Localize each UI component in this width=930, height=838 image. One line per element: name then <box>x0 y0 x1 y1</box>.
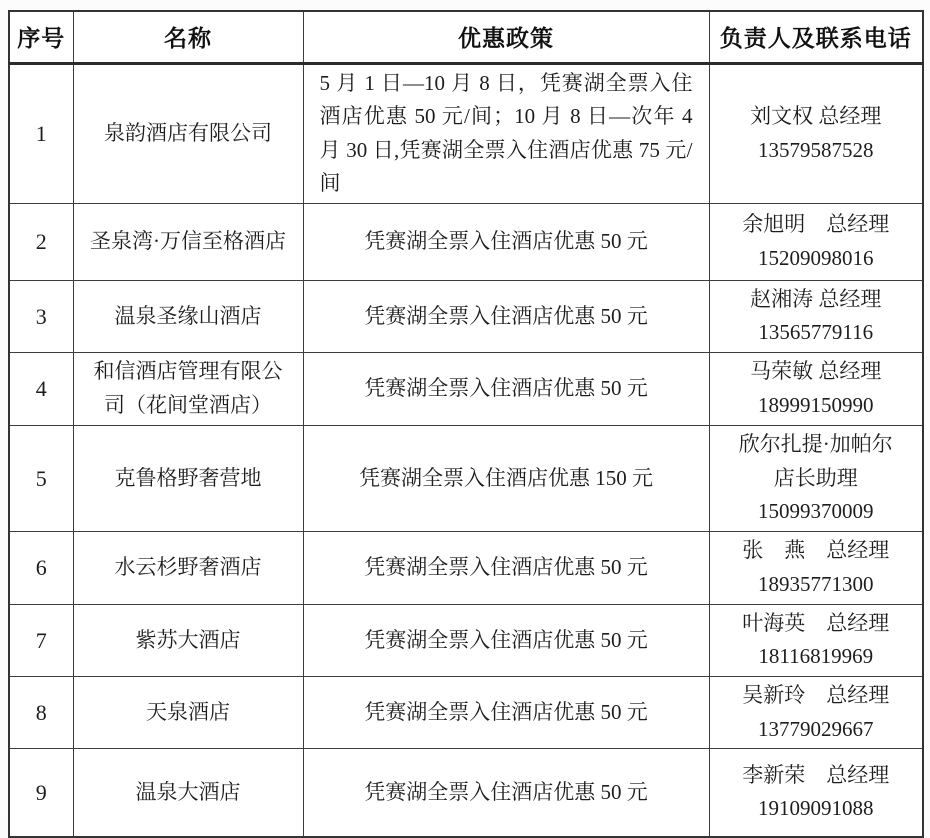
table-header-row <box>9 11 923 63</box>
contact-title: 店长助理 <box>773 465 858 490</box>
contact-phone: 15209098016 <box>758 245 874 270</box>
contact-person: 赵湘涛 总经理 <box>750 286 882 311</box>
cell-contact <box>709 749 923 837</box>
hotel-discount-table <box>8 10 924 838</box>
table-row <box>9 531 923 604</box>
cell-contact <box>709 604 923 676</box>
cell-contact <box>709 203 923 280</box>
cell-discount-policy: 凭赛湖全票入住酒店优惠 50 元 <box>303 677 709 749</box>
cell-serial-number: 1 <box>9 63 73 203</box>
table-row <box>9 63 923 203</box>
cell-hotel-name: 圣泉湾·万信至格酒店 <box>73 203 303 280</box>
header-serial-number: 序号 <box>9 11 73 63</box>
cell-hotel-name: 温泉大酒店 <box>73 749 303 837</box>
contact-phone: 13565779116 <box>758 320 874 345</box>
contact-person: 马荣敏 总经理 <box>750 359 882 384</box>
contact-phone: 18116819969 <box>758 644 874 669</box>
header-contact: 负责人及联系电话 <box>709 11 923 63</box>
cell-contact <box>709 426 923 532</box>
contact-person: 刘文权 总经理 <box>750 104 882 129</box>
cell-serial-number: 2 <box>9 203 73 280</box>
header-discount-policy: 优惠政策 <box>303 11 709 63</box>
contact-phone: 18935771300 <box>758 571 874 596</box>
cell-hotel-name: 水云杉野奢酒店 <box>73 531 303 604</box>
cell-serial-number: 3 <box>9 280 73 352</box>
cell-hotel-name: 天泉酒店 <box>73 677 303 749</box>
contact-person: 余旭明 总经理 <box>742 212 890 237</box>
contact-phone: 18999150990 <box>758 393 874 418</box>
cell-hotel-name: 克鲁格野奢营地 <box>73 426 303 532</box>
cell-serial-number: 9 <box>9 749 73 837</box>
cell-contact <box>709 280 923 352</box>
table-row <box>9 426 923 532</box>
cell-hotel-name: 泉韵酒店有限公司 <box>73 63 303 203</box>
cell-discount-policy: 5 月 1 日—10 月 8 日，凭赛湖全票入住酒店优惠 50 元/间；10 月 8 日—次年 4 月 30 日,凭赛湖全票入住酒店优惠 75 元/间 <box>303 63 709 203</box>
contact-phone: 19109091088 <box>758 796 874 821</box>
contact-phone: 15099370009 <box>758 499 874 524</box>
cell-hotel-name: 紫苏大酒店 <box>73 604 303 676</box>
contact-phone: 13579587528 <box>758 137 874 162</box>
table-row <box>9 353 923 426</box>
cell-contact <box>709 63 923 203</box>
contact-person: 吴新玲 总经理 <box>742 683 890 708</box>
cell-discount-policy: 凭赛湖全票入住酒店优惠 50 元 <box>303 531 709 604</box>
contact-person: 叶海英 总经理 <box>742 610 890 635</box>
cell-serial-number: 7 <box>9 604 73 676</box>
cell-serial-number: 4 <box>9 353 73 426</box>
contact-person: 欣尔扎提·加帕尔 <box>738 432 893 457</box>
cell-contact <box>709 677 923 749</box>
cell-discount-policy: 凭赛湖全票入住酒店优惠 150 元 <box>303 426 709 532</box>
header-hotel-name: 名称 <box>73 11 303 63</box>
cell-hotel-name: 温泉圣缘山酒店 <box>73 280 303 352</box>
cell-discount-policy: 凭赛湖全票入住酒店优惠 50 元 <box>303 353 709 426</box>
cell-serial-number: 5 <box>9 426 73 532</box>
cell-discount-policy: 凭赛湖全票入住酒店优惠 50 元 <box>303 749 709 837</box>
table-row <box>9 604 923 676</box>
cell-contact <box>709 353 923 426</box>
table-row <box>9 749 923 837</box>
cell-discount-policy: 凭赛湖全票入住酒店优惠 50 元 <box>303 203 709 280</box>
table-row <box>9 280 923 352</box>
cell-contact <box>709 531 923 604</box>
contact-person: 张 燕 总经理 <box>742 538 890 563</box>
contact-person: 李新荣 总经理 <box>742 762 890 787</box>
cell-serial-number: 8 <box>9 677 73 749</box>
cell-serial-number: 6 <box>9 531 73 604</box>
contact-phone: 13779029667 <box>758 716 874 741</box>
cell-hotel-name: 和信酒店管理有限公司（花间堂酒店） <box>73 353 303 426</box>
cell-discount-policy: 凭赛湖全票入住酒店优惠 50 元 <box>303 604 709 676</box>
table-row <box>9 203 923 280</box>
cell-discount-policy: 凭赛湖全票入住酒店优惠 50 元 <box>303 280 709 352</box>
table-row <box>9 677 923 749</box>
